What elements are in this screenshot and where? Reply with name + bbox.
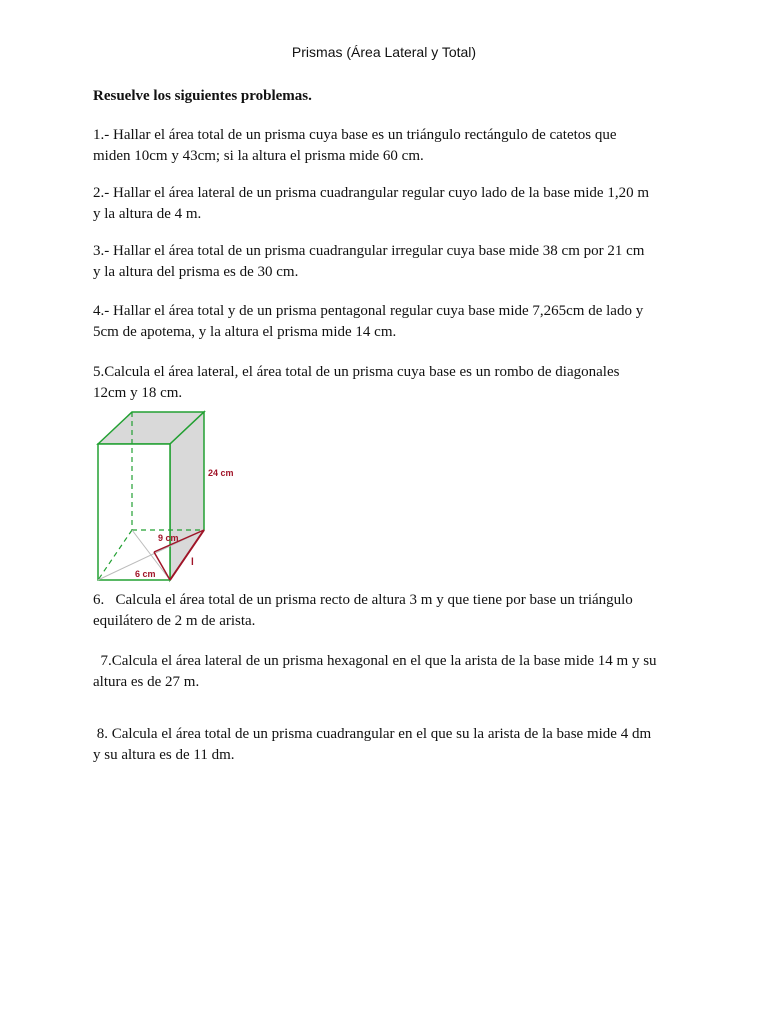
problem-6 bbox=[93, 590, 683, 632]
half-diagonal-long-label: 9 cm bbox=[158, 533, 179, 543]
side-label: l bbox=[191, 557, 194, 568]
problem-line: 2.- Hallar el área lateral de un prisma cuadrangular regular cuyo lado de la base mide 1,20 m bbox=[93, 185, 650, 201]
problem-1 bbox=[93, 125, 683, 167]
problem-2 bbox=[93, 183, 683, 225]
problem-line: 6. Calcula el área total de un prisma recto de altura 3 m y que tiene por base un triángulo bbox=[93, 592, 633, 608]
problem-line: 5cm de apotema, y la altura el prisma mide 14 cm. bbox=[93, 324, 397, 340]
instructions-heading: Resuelve los siguientes problemas. bbox=[93, 88, 312, 104]
problem-line: 8. Calcula el área total de un prisma cuadrangular en el que su la arista de la base mide 4 dm bbox=[93, 726, 652, 742]
height-label: 24 cm bbox=[208, 468, 234, 478]
problem-line: 1.- Hallar el área total de un prisma cuya base es un triángulo rectángulo de catetos que bbox=[93, 127, 617, 143]
page-title: Prismas (Área Lateral y Total) bbox=[291, 44, 477, 60]
half-diagonal-short-label: 6 cm bbox=[135, 569, 156, 579]
problem-line: miden 10cm y 43cm; si la altura el prisma mide 60 cm. bbox=[93, 148, 424, 164]
problem-line: y su altura es de 11 dm. bbox=[93, 747, 235, 763]
problem-line: 4.- Hallar el área total y de un prisma pentagonal regular cuya base mide 7,265cm de lado y bbox=[93, 303, 644, 319]
problem-line: y la altura de 4 m. bbox=[93, 206, 202, 222]
problem-5 bbox=[93, 362, 683, 404]
problem-7 bbox=[93, 651, 683, 693]
problem-line: 3.- Hallar el área total de un prisma cuadrangular irregular cuya base mide 38 cm por 21 cm bbox=[93, 243, 645, 259]
problem-line: 12cm y 18 cm. bbox=[93, 385, 183, 401]
rhombus-prism-figure bbox=[92, 406, 252, 586]
problem-line: 7.Calcula el área lateral de un prisma hexagonal en el que la arista de la base mide 14 m y su bbox=[93, 653, 657, 669]
problem-8 bbox=[93, 724, 683, 766]
problem-line: y la altura del prisma es de 30 cm. bbox=[93, 264, 299, 280]
problem-4 bbox=[93, 301, 683, 343]
problem-line: altura es de 27 m. bbox=[93, 674, 200, 690]
problem-line: 5.Calcula el área lateral, el área total de un prisma cuya base es un rombo de diagonales bbox=[93, 364, 620, 380]
problem-3 bbox=[93, 241, 683, 283]
problem-line: equilátero de 2 m de arista. bbox=[93, 613, 256, 629]
